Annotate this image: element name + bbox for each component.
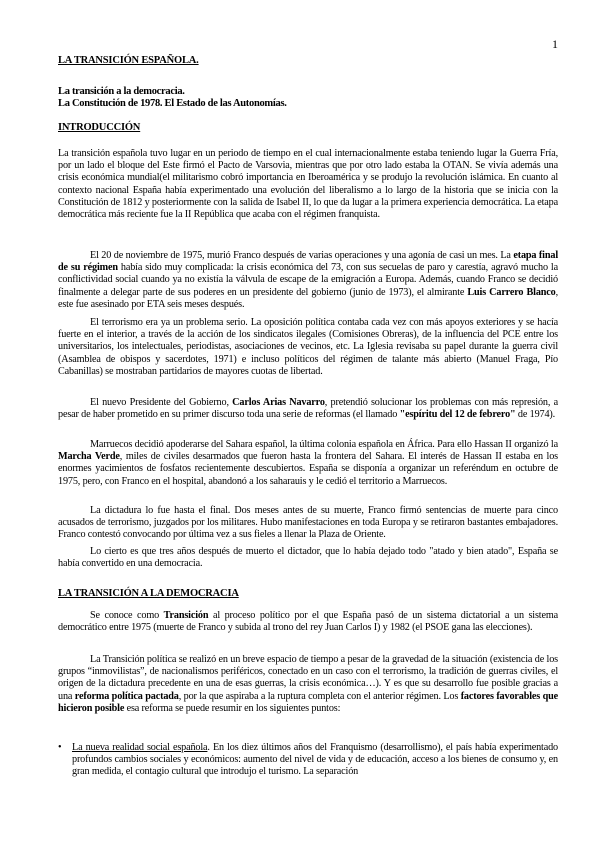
paragraph-transition-factors: La Transición política se realizó en un breve espacio de tiempo a pesar de la gravedad de la situación (existencia de los grupos “inmovilistas”, de nacionalismos periféricos, conectado en un caso con el terrorismo, la tradición de guerras civiles, el origen de la dictadura precedente en una de esas guerras, la crisis económica…). Y es que su desarrollo fue posible gracias a una reforma política pactada, por la que aspiraba a la ruptura completa con el anterior régimen. Los factores favorables que hicieron posible esa reforma se puede resumir en los siguientes puntos: (58, 654, 558, 714)
bold-marcha-verde: Marcha Verde (58, 451, 120, 463)
paragraph-context: La transición española tuvo lugar en un periodo de tiempo en el cual internacionalmente estaba teniendo lugar la Guerra Fría, por un lado el bloque del Este firmó el Pacto de Varsovia, mientras que por otro lado estaba la OTAN. Se vivía además una crisis económica mundial(el militarismo cobró importancia en Iberoamérica y se produjo la revolución islámica. En cuanto al contexto nacional España había experimentado una evolución del liberalismo a lo largo de la historia que se inicia con la Constitución de 1812 y posteriormente con la salida de Isabel II, lo que da lugar a la primera experiencia democrática. La etapa democrática más reciente fue la II República que acaba con el régimen franquista. (58, 148, 558, 221)
bullet-icon: • (58, 742, 62, 753)
transition-heading: LA TRANSICIÓN A LA DEMOCRACIA (58, 588, 239, 599)
paragraph-sahara: Marruecos decidió apoderarse del Sahara español, la última colonia española en África. Para ello Hassan II organizó la Marcha Verde, miles de civiles desarmados que fueron hasta la frontera del Sahara. El interés de Hassan II estaba en los enormes yacimientos de fosfatos recientemente descubiertos. España se disponía a organizar un referéndum en octubre de 1975, pero, con Franco en el hospital, abandonó a los saharauis y le cedió el territorio a Marruecos. (58, 439, 558, 487)
page-number: 1 (552, 37, 558, 51)
list-item: • La nueva realidad social española. En los diez últimos años del Franquismo (desarrollismo), el país había experimentado profundos cambios sociales y económicos: aumento del nivel de vida y de educación, acceso a los bienes de consumo y, en gran medida, el contagio cultural que introdujo el turismo. La separación (58, 742, 558, 778)
subtitle-constitution: La Constitución de 1978. El Estado de las Autonomías. (58, 98, 287, 109)
paragraph-terrorism: El terrorismo era ya un problema serio. La oposición política contaba cada vez con más apoyos exteriores y se hacía fuerte en el interior, a través de la acción de los sindicatos ilegales (Comisiones Obreras), de la influencia del PCE entre los universitarios, los intelectuales, periodistas, asociaciones de vecinos, etc. La Iglesia revisaba su papel durante la guerra civil (Asamblea de obispos y sacerdotes, 1971) e incluso políticos del régimen de talante más abierto (Manuel Fraga, Pío Cabanillas) se mostraban partidarios de mayores cuotas de libertad. (58, 317, 558, 377)
bold-spirit-feb: "espíritu del 12 de febrero" (399, 409, 516, 421)
bold-final-stage: etapa final de su régimen (58, 250, 558, 274)
paragraph-arias-navarro: El nuevo Presidente del Gobierno, Carlos Arias Navarro, pretendió solucionar los problemas con más represión, a pesar de haber prometido en su primer discurso toda una serie de reformas (el llamado "espíritu del 12 de febrero" de 1974). (58, 397, 558, 421)
underlined-social-reality: La nueva realidad social española (72, 742, 208, 753)
bold-arias-navarro: Carlos Arias Navarro (232, 397, 325, 408)
document-title: LA TRANSICIÓN ESPAÑOLA. (58, 55, 199, 66)
bold-reforma-pactada: reforma política pactada (74, 690, 179, 702)
paragraph-franco-death: El 20 de noviembre de 1975, murió Franco después de varias operaciones y una agonía de casi un mes. La etapa final de su régimen había sido muy complicada: la crisis económica del 73, con sus secuelas de paro y carestía, agravó mucho la conflictividad social cuando ya no existía la válvula de escape de la emigración a Europa. Además, cuando Franco se decidió finalmente a delegar parte de sus poderes en un presidente del gobierno (junio de 1973), el almirante Luis Carrero Blanco, este fue asesinado por ETA seis meses después. (58, 250, 558, 310)
bold-transicion: Transición (163, 610, 209, 621)
paragraph-dictatorship-end: La dictadura lo fue hasta el final. Dos meses antes de su muerte, Franco firmó sentencias de muerte para cinco acusados de terrorismo, juzgados por los militares. Hubo manifestaciones en toda Europa y se retiraron bastantes embajadores. Franco contestó convocando por última vez a sus fieles a llenar la Plaza de Oriente. (58, 505, 558, 541)
paragraph-transition-definition: Se conoce como Transición al proceso político por el que España pasó de un sistema dictatorial a un sistema democrático entre 1975 (muerte de Franco y subida al trono del rey Juan Carlos I) y 1982 (el PSOE gana las elecciones). (58, 610, 558, 634)
intro-heading: INTRODUCCIÓN (58, 122, 141, 133)
bold-factores: factores favorables que hicieron posible (58, 690, 558, 714)
subtitle-democracy: La transición a la democracia. (58, 86, 185, 97)
bold-carrero-blanco: Luis Carrero Blanco (467, 286, 556, 298)
paragraph-democracy: Lo cierto es que tres años después de muerto el dictador, que lo había dejado todo "atado y bien atado", España se había convertido en una democracia. (58, 546, 558, 570)
